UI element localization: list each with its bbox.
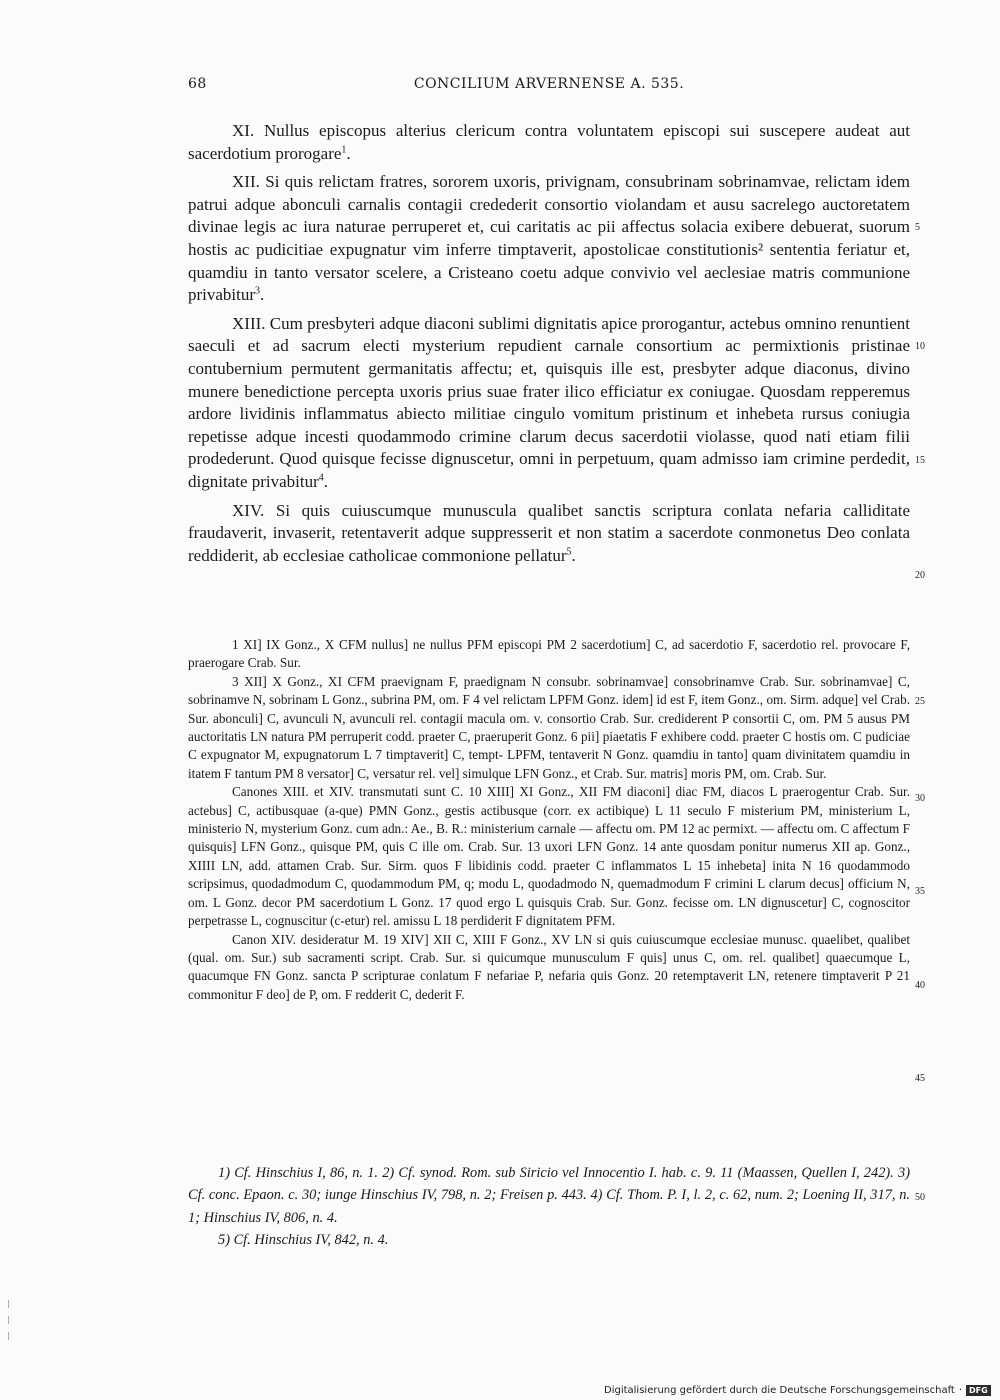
page-number: 68 xyxy=(188,76,207,92)
canon-text: Nullus episcopus alterius clericum contra voluntatem episcopi sui suscepere audeat aut sacerdotium prorogare xyxy=(188,121,910,163)
canon-paragraph: XI. Nullus episcopus alterius clericum contra voluntatem episcopi sui suscepere audeat aut sacerdotium prorogare$^1$. xyxy=(188,121,910,163)
apparatus-entry: 3 XII] X Gonz., XI CFM praevignam F, praedignam N consubr. sobrinamvae] consobrinamve Crab. Sur. sobrinamvae] C, sobrinamve N, sobrinam L Gonz., subrina PM, om. F 4 vel relictam LPFM Gonz. idem] id est F, item Gonz., om. Sirm. adque] vel Crab. Sur. abonculi] C, avunculi N, avunculi rel. contagii macula om. v. consortio Crab. Sur. crediderent P consortii C, om. PM 5 ausus PM auctoritatis LN natura PM perruperit codd. praeter C, praeruperit Gonz. 6 pii] piaetatis F exhibere codd. praeter C hostis om. C pudiciae C expugnator M, expugnatorum L 7 timptaverit] C, tempt- LPFM, tentaverit N Gonz. quamdiu in tanto] quam divinitatem quamdiu in itatem F tantum PM 8 versator] C, versatur rel. vel] simulque LFN Gonz., et Crab. Sur. matris] moris PM, om. Crab. Sur. xyxy=(188,673,910,781)
scan-margin-marks xyxy=(8,1300,10,1360)
running-title: CONCILIUM ARVERNENSE A. 535. xyxy=(413,76,685,92)
footnote: 5) Cf. Hinschius IV, 842, n. 4. xyxy=(218,1232,389,1249)
line-number: 20 xyxy=(915,570,925,581)
main-text xyxy=(188,120,910,573)
line-number: 40 xyxy=(915,980,925,991)
canon-number: XIII. xyxy=(232,313,266,333)
critical-apparatus xyxy=(188,636,910,1004)
funding-credit: Digitalisierung gefördert durch die Deutsche Forschungsgemeinschaft xyxy=(604,1384,955,1396)
canon-text: Cum presbyteri adque diaconi sublimi dignitatis apice prorogantur, actebus omnino renuntient saeculi et ad sacrum electi mysterium repudient carnale consortium ac permixtionis pristinae contubernium permutent germanitatis affectu; et, quisquis ille est, presbyter adque diaconus, divino munere benedictione percepta uxoris prius suae frater ilico efficiatur ex coniugae. Quosdam repperemus ardore lividinis inflammatus abiecto militiae cingulo vomitum pristinum et inhebeta rursus coniugia repetisse adque incesti quodammodo crimine clarum decus sacerdotii violasse, quod nati etiam filii prodederunt. Quod quisque fecisse dignuscetur, omni in perpetuum, quam admisso iam crimine perdedit, dignitate privabitur xyxy=(188,313,910,491)
apparatus-entry: 1 XI] IX Gonz., X CFM nullus] ne nullus PFM episcopi PM 2 sacerdotium] C, ad sacerdotio F, sacerdotio rel. provocare F, praerogare Crab. Sur. xyxy=(188,637,910,671)
apparatus-entry: Canon XIV. desideratur M. 19 XIV] XII C, XIII F Gonz., XV LN si quis cuiuscumque ecclesiae munusc. quaelibet, qualibet (qual. om. Sur.) sub sacramenti script. Crab. Sur. si quicumque munusculum F quis] unus C, om. rel. qualibet] quaecumque L, quacumque FN Gonz. sancta P scripturae conlatum F nefariae P, nefaria quis Gonz. 20 retemptaverit LN, retenere timptaverit P 21 commonitur F deo] de P, om. F redderit C, dederit F. xyxy=(188,931,910,1002)
canon-number: XIV. xyxy=(232,500,265,520)
line-number: 50 xyxy=(915,1192,925,1203)
footnotes xyxy=(188,1162,910,1252)
canon-number: XII. xyxy=(232,172,260,192)
canon-paragraph: XIII. Cum presbyteri adque diaconi sublimi dignitatis apice prorogantur, actebus omnino renuntient saeculi et ad sacrum electi mysterium repudient carnale consortium ac permixtionis pristinae contubernium permutent germanitatis affectu; et, quisquis ille est, presbyter adque diaconus, divino munere benedictione percepta uxoris prius suae frater ilico efficiatur ex coniugae. Quosdam repperemus ardore lividinis inflammatus abiecto militiae cingulo vomitum pristinum et inhebeta rursus coniugia repetisse adque incesti quodammodo crimine clarum decus sacerdotii violasse, quod nati etiam filii prodederunt. Quod quisque fecisse dignuscetur, omni in perpetuum, quam admisso iam crimine perdedit, dignitate privabitur$^4$. xyxy=(188,313,910,491)
footnote: 1) Cf. Hinschius I, 86, n. 1. 2) Cf. synod. Rom. sub Siricio vel Innocentio I. hab. c. 9. 11 (Maassen, Quellen I, 242). 3) Cf. conc. Epaon. c. 30; iunge Hinschius IV, 798, n. 2; Freisen p. 443. 4) Cf. Thom. P. I, l. 2, c. 62, num. 2; Loening II, 317, n. 1; Hinschius IV, 806, n. 4. xyxy=(188,1165,910,1226)
canon-number: XI. xyxy=(232,121,255,140)
line-number: 15 xyxy=(915,455,925,466)
footnote-ref: 5 xyxy=(566,546,572,558)
digitization-footer: Digitalisierung gefördert durch die Deutsche Forschungsgemeinschaft · DFG xyxy=(604,1384,992,1396)
running-header xyxy=(188,76,910,98)
canon-text: Si quis cuiuscumque munuscula qualibet sanctis scriptura conlata nefaria calliditate fraudaverit, invaserit, retentaverit adque suppresserit et non statim a sacerdote conmonetus Deo conlata reddiderit, ab ecclesiae catholicae commonione pellatur xyxy=(188,500,911,565)
line-number: 35 xyxy=(915,886,925,897)
line-number: 10 xyxy=(915,341,925,352)
line-number: 5 xyxy=(915,222,920,233)
canon-paragraph: XII. Si quis relictam fratres, sororem uxoris, privignam, consubrinam sobrinamvae, relictam idem patrui adque abonculi carnalis contagii credederit consortio violandam et ausu sacrelego auctoretatem divinae legis ac iura naturae perruperet et, cui caritatis ac pii affectus solacia exibere debuerat, suorum hostis ac pudicitiae expugnatur vim inferre timptaverit, apostolicae constitutionis² sententia feriatur et, quamdiu in tanto versator scelere, a Cristeano coetu adque convivio vel aeclesiae matris communione privabitur$^3$. xyxy=(188,172,910,305)
line-number: 25 xyxy=(915,696,925,707)
line-number: 45 xyxy=(915,1073,925,1084)
apparatus-entry: Canones XIII. et XIV. transmutati sunt C. 10 XIII] XI Gonz., XII FM diaconi] diac FM, diacos L praerogentur Crab. Sur. actebus] C, actibusquae (a-que) PMN Gonz., gestis actibusque (corr. ex actibique) L 11 seculo F misterium PM, ministerium L, ministerio N, mysterium Gonz. cum adn.: Ae., B. R.: ministerium carnale — affectu om. PM 12 ac permixt. — affectu om. C affectum F quisquis] LFN Gonz., quisque PM, quis C ille om. Crab. Sur. 13 uxori LFN Gonz. 14 ante quosdam ponitur numerus XII ap. Gonz., XIIII LN, add. attamen Crab. Sur. Sirm. quos F libidinis codd. praeter C inflammatos L 15 inhebeta] inita N 16 quodammodo scripsimus, quodadmodum C, quodammodum PM, q; modu L, quodadmodo N, quemadmodum F crimini L clarum decus] officium N, om. L Gonz. decor PM sacerdotium L Gonz. 17 quod ergo L quisquis Crab. Sur. Gonz. fecisse om. LN dignuscetur] C, cognoscitor perpetrasse L, cognuscitur (c-etur) rel. amissu L 18 perdiderit F dignitatem PFM. xyxy=(188,784,910,929)
footnote-ref: 1 xyxy=(341,143,347,155)
canon-text: Si quis relictam fratres, sororem uxoris, privignam, consubrinam sobrinamvae, relictam idem patrui adque abonculi carnalis contagii credederit consortio violandam et ausu sacrelego auctoretatem divinae legis ac iura naturae perruperet et, cui caritatis ac pii affectus solacia exibere debuerat, suorum hostis ac pudicitiae expugnatur vim inferre timptaverit, apostolicae constitutionis² sententia feriatur et, quamdiu in tanto versator scelere, a Cristeano coetu adque convivio vel aeclesiae matris communione privabitur xyxy=(188,172,910,305)
footnote-ref: 4 xyxy=(318,472,324,484)
canon-paragraph: XIV. Si quis cuiuscumque munuscula qualibet sanctis scriptura conlata nefaria calliditate fraudaverit, invaserit, retentaverit adque suppresserit et non statim a sacerdote conmonetus Deo conlata reddiderit, ab ecclesiae catholicae commonione pellatur$^5$. xyxy=(188,500,911,565)
footnote-ref: 3 xyxy=(255,285,261,297)
line-number: 30 xyxy=(915,793,925,804)
dfg-logo: DFG xyxy=(966,1385,991,1396)
